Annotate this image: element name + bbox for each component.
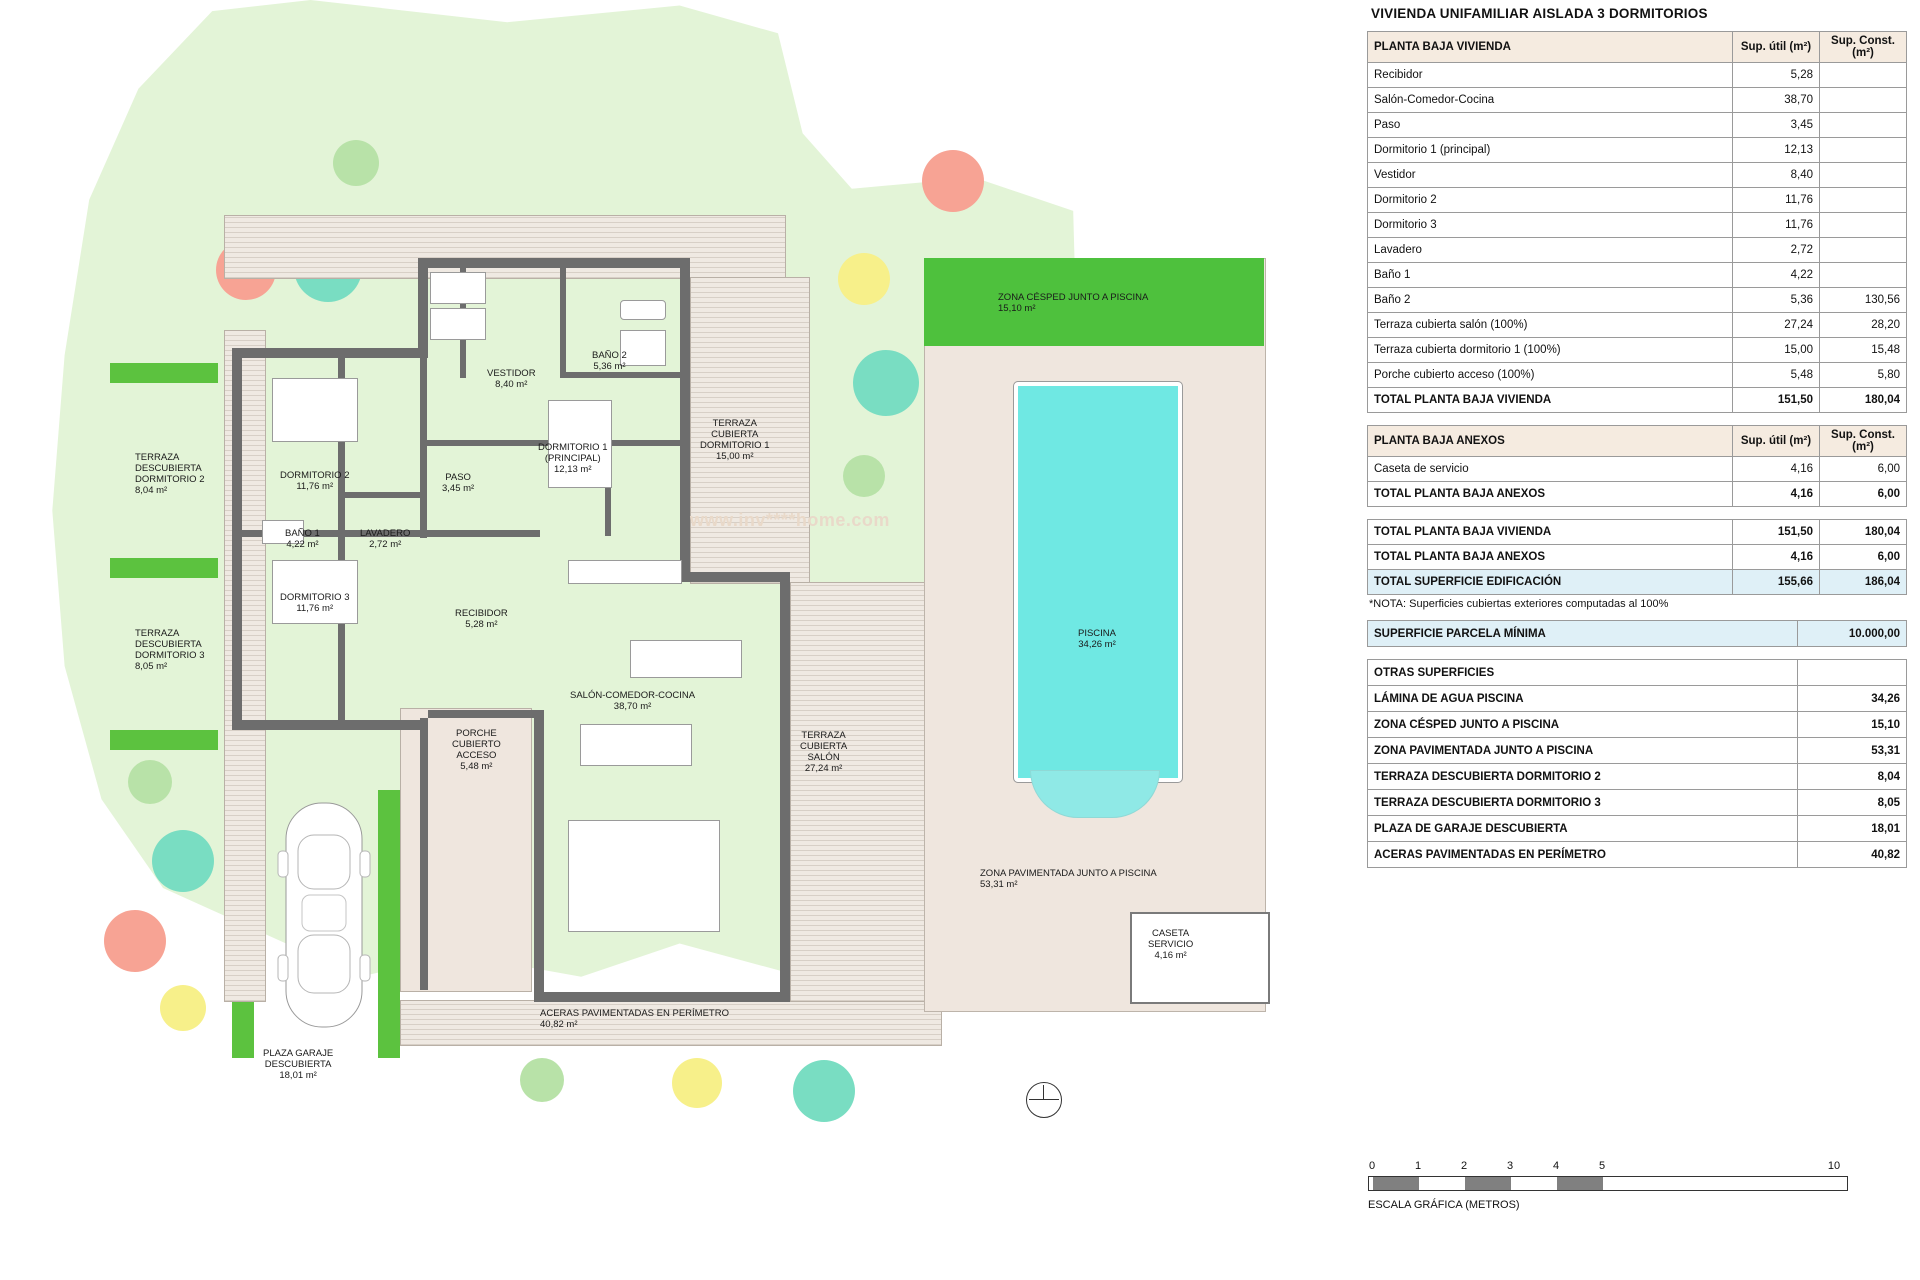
bed-furniture [272, 378, 358, 442]
label-terraza-descubierta-dormitorio-3: TERRAZA DESCUBIERTA DORMITORIO 3 8,05 m² [135, 628, 205, 672]
label-plaza-garaje-descubierta: PLAZA GARAJE DESCUBIERTA 18,01 m² [263, 1048, 334, 1081]
tree-icon [333, 140, 379, 186]
label-terraza-cubierta-salon: TERRAZA CUBIERTA SALÓN 27,24 m² [800, 730, 848, 774]
wall [540, 992, 790, 1002]
table-row: Dormitorio 2 11,76 [1368, 188, 1907, 213]
table-row: TERRAZA DESCUBIERTA DORMITORIO 2 8,04 [1368, 764, 1907, 790]
scale-tick: 1 [1414, 1160, 1422, 1172]
table-row: Porche cubierto acceso (100%) 5,48 5,80 [1368, 363, 1907, 388]
col-room: PLANTA BAJA ANEXOS [1368, 426, 1733, 457]
scale-tick: 0 [1368, 1160, 1376, 1172]
wall [418, 258, 428, 358]
wall [560, 268, 566, 378]
tree-icon [160, 985, 206, 1031]
table-row: Paso 3,45 [1368, 113, 1907, 138]
table-planta-baja-vivienda [1367, 31, 1907, 413]
spacer [1363, 507, 1920, 519]
label-dormitorio-1: DORMITORIO 1 (PRINCIPAL) 12,13 m² [538, 442, 608, 475]
table-row: PLAZA DE GARAJE DESCUBIERTA 18,01 [1368, 816, 1907, 842]
panel-title: VIVIENDA UNIFAMILIAR AISLADA 3 DORMITORIOS [1371, 6, 1708, 21]
car-icon [272, 795, 376, 1035]
parcela-label: SUPERFICIE PARCELA MÍNIMA [1368, 621, 1798, 647]
spacer [1363, 413, 1920, 425]
col-sup-util: Sup. útil (m²) [1733, 426, 1820, 457]
table-planta-baja-anexos [1367, 425, 1907, 507]
perimeter-sidewalk [224, 330, 266, 1002]
table-row: Baño 1 4,22 [1368, 263, 1907, 288]
table-row: Terraza cubierta dormitorio 1 (100%) 15,00 15,48 [1368, 338, 1907, 363]
spacer [1363, 647, 1920, 659]
graphic-scale [1368, 1160, 1848, 1211]
label-salon-comedor-cocina: SALÓN-COMEDOR-COCINA 38,70 m² [570, 690, 696, 712]
wall [232, 348, 242, 728]
wall [780, 572, 790, 1002]
table-row: Caseta de servicio 4,16 6,00 [1368, 457, 1907, 482]
label-vestidor: VESTIDOR 8,40 m² [487, 368, 536, 390]
label-terraza-descubierta-dormitorio-2: TERRAZA DESCUBIERTA DORMITORIO 2 8,04 m² [135, 452, 205, 496]
label-terraza-cubierta-dormitorio-1: TERRAZA CUBIERTA DORMITORIO 1 15,00 m² [700, 418, 770, 462]
label-bano-1: BAÑO 1 4,22 m² [285, 528, 320, 550]
tree-icon [152, 830, 214, 892]
label-paso: PASO 3,45 m² [442, 472, 475, 494]
table-row: Vestidor 8,40 [1368, 163, 1907, 188]
table-totales [1367, 519, 1907, 595]
green-strip [378, 790, 400, 1058]
sofa-furniture [568, 820, 720, 932]
col-sup-util: Sup. útil (m²) [1733, 32, 1820, 63]
table-header-row [1368, 32, 1907, 63]
scale-bar [1368, 1176, 1848, 1191]
label-caseta-servicio: CASETA SERVICIO 4,16 m² [1148, 928, 1194, 961]
tree-icon [843, 455, 885, 497]
sink-furniture [620, 300, 666, 320]
table-superficie-parcela [1367, 620, 1907, 647]
wall [534, 710, 544, 1002]
table-row: LÁMINA DE AGUA PISCINA 34,26 [1368, 686, 1907, 712]
label-lavadero: LAVADERO 2,72 m² [360, 528, 411, 550]
label-bano-2: BAÑO 2 5,36 m² [592, 350, 627, 372]
table-header-row: OTRAS SUPERFICIES [1368, 660, 1907, 686]
tree-icon [520, 1058, 564, 1102]
label-aceras-pavimentadas: ACERAS PAVIMENTADAS EN PERÍMETRO 40,82 m² [540, 1008, 729, 1030]
wall [680, 258, 690, 582]
table-row: Salón-Comedor-Cocina 38,70 [1368, 88, 1907, 113]
wall [420, 348, 427, 538]
scale-tick: 4 [1552, 1160, 1560, 1172]
label-dormitorio-2: DORMITORIO 2 11,76 m² [280, 470, 350, 492]
table-row: TERRAZA DESCUBIERTA DORMITORIO 3 8,05 [1368, 790, 1907, 816]
scale-tick: 2 [1460, 1160, 1468, 1172]
label-piscina: PISCINA 34,26 m² [1078, 628, 1117, 650]
kitchen-counter [568, 560, 682, 584]
watermark: www.inv****home.com [690, 510, 890, 530]
tree-icon [672, 1058, 722, 1108]
tree-icon [922, 150, 984, 212]
green-strip [110, 558, 218, 578]
label-dormitorio-3: DORMITORIO 3 11,76 m² [280, 592, 350, 614]
table-row: Dormitorio 1 (principal) 12,13 [1368, 138, 1907, 163]
table-header-row [1368, 426, 1907, 457]
tree-icon [793, 1060, 855, 1122]
green-strip [110, 730, 218, 750]
scale-caption: ESCALA GRÁFICA (METROS) [1368, 1199, 1520, 1211]
wall [566, 372, 684, 378]
scale-ticks [1368, 1160, 1848, 1174]
parcela-value: 10.000,00 [1798, 621, 1907, 647]
green-strip [110, 363, 218, 383]
tree-icon [853, 350, 919, 416]
table-row: ACERAS PAVIMENTADAS EN PERÍMETRO 40,82 [1368, 842, 1907, 868]
label-zona-pavimentada: ZONA PAVIMENTADA JUNTO A PISCINA 53,31 m² [980, 868, 1157, 890]
table-total-row: TOTAL PLANTA BAJA ANEXOS 4,16 6,00 [1368, 482, 1907, 507]
tree-icon [104, 910, 166, 972]
table-row: ZONA PAVIMENTADA JUNTO A PISCINA 53,31 [1368, 738, 1907, 764]
table-row: TOTAL PLANTA BAJA ANEXOS 4,16 6,00 [1368, 545, 1907, 570]
wall [420, 718, 428, 990]
closet-furniture [430, 308, 486, 340]
table-row: Terraza cubierta salón (100%) 27,24 28,20 [1368, 313, 1907, 338]
perimeter-sidewalk [224, 215, 786, 279]
col-sup-const: Sup. Const. (m²) [1820, 32, 1907, 63]
note-text: *NOTA: Superficies cubiertas exteriores computadas al 100% [1369, 598, 1669, 610]
wall [345, 492, 423, 498]
wall [420, 530, 540, 537]
table-row: Dormitorio 3 11,76 [1368, 213, 1907, 238]
table-row [1368, 621, 1907, 647]
scale-tick: 3 [1506, 1160, 1514, 1172]
wall [232, 348, 428, 358]
wall [232, 720, 428, 730]
tree-icon [128, 760, 172, 804]
tree-icon [838, 253, 890, 305]
table-total-row: TOTAL PLANTA BAJA VIVIENDA 151,50 180,04 [1368, 388, 1907, 413]
surface-schedule-panel [1363, 0, 1920, 1280]
label-recibidor: RECIBIDOR 5,28 m² [455, 608, 508, 630]
shower-furniture [620, 330, 666, 366]
table-total-row: TOTAL SUPERFICIE EDIFICACIÓN 155,66 186,04 [1368, 570, 1907, 595]
wall [428, 710, 540, 718]
col-room: PLANTA BAJA VIVIENDA [1368, 32, 1733, 63]
table-row: Baño 2 5,36 130,56 [1368, 288, 1907, 313]
label-porche-cubierto-acceso: PORCHE CUBIERTO ACCESO 5,48 m² [452, 728, 501, 772]
table-row: Recibidor 5,28 [1368, 63, 1907, 88]
table-otras-superficies [1367, 659, 1907, 868]
table-row: TOTAL PLANTA BAJA VIVIENDA 151,50 180,04 [1368, 520, 1907, 545]
north-arrow-icon [1026, 1082, 1062, 1118]
col-sup-const: Sup. Const. (m²) [1820, 426, 1907, 457]
wall [680, 572, 790, 582]
sofa-furniture [630, 640, 742, 678]
scale-tick: 5 [1598, 1160, 1606, 1172]
label-zona-cesped: ZONA CÉSPED JUNTO A PISCINA 15,10 m² [998, 292, 1149, 314]
swimming-pool [1014, 382, 1182, 782]
scale-tick: 10 [1827, 1160, 1841, 1172]
closet-furniture [430, 272, 486, 304]
table-row: ZONA CÉSPED JUNTO A PISCINA 15,10 [1368, 712, 1907, 738]
wall [418, 258, 690, 268]
table-row: Lavadero 2,72 [1368, 238, 1907, 263]
terraza-cubierta-salon [790, 582, 928, 1002]
dining-table [580, 724, 692, 766]
